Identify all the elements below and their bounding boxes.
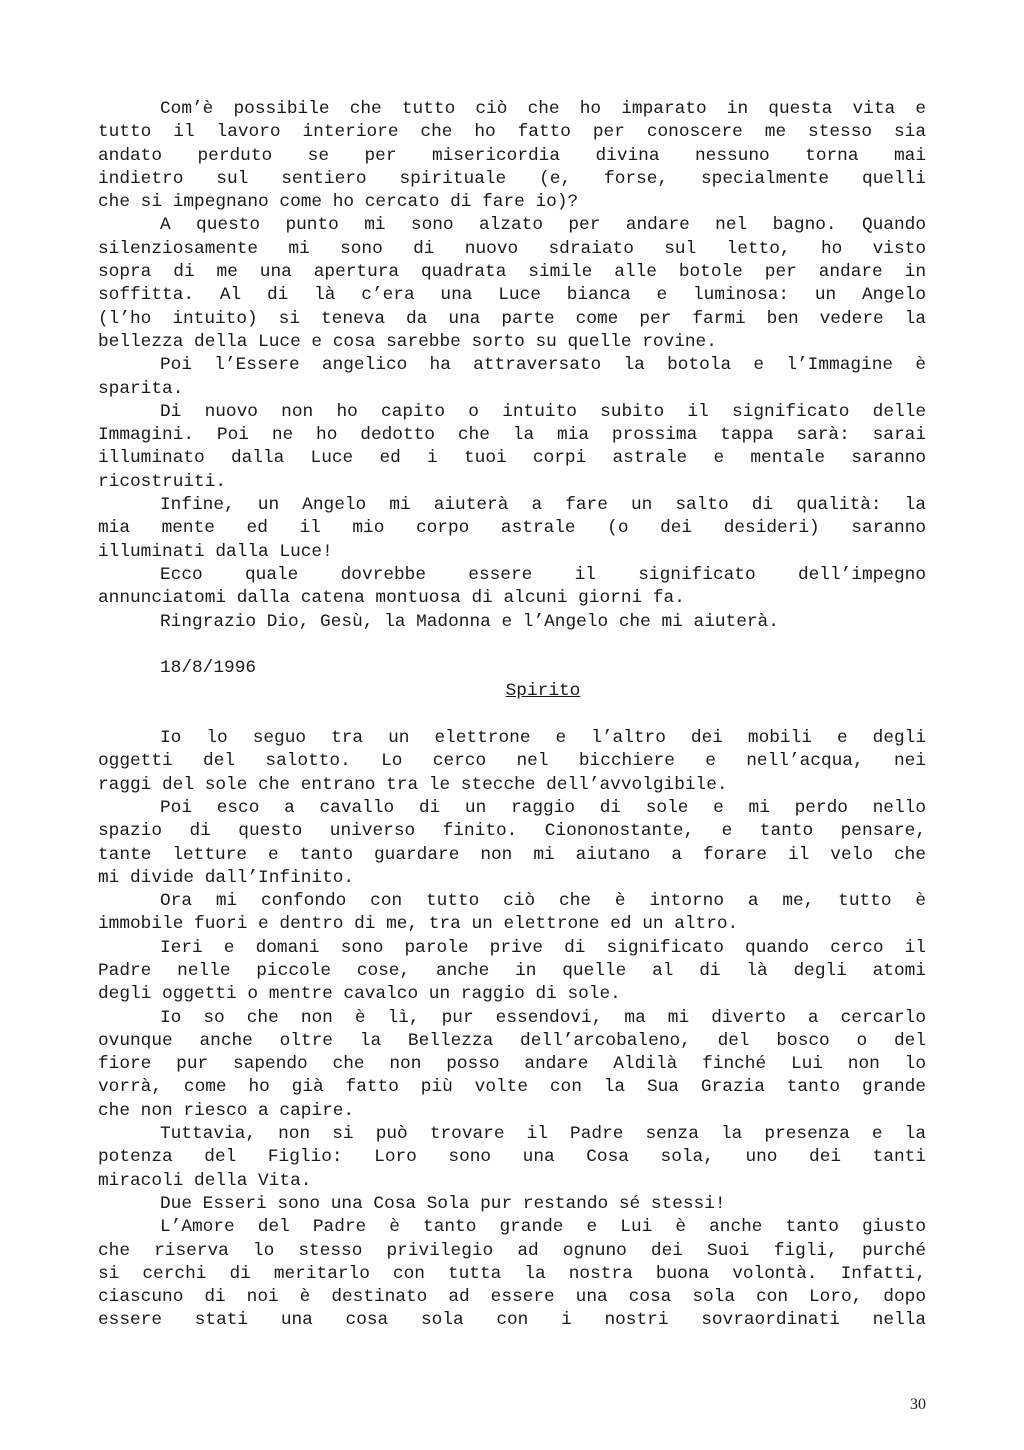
text-line: A questo punto mi sono alzato per andare nel bagno. Quando [160, 215, 926, 236]
text-line: immobile fuori e dentro di me, tra un elettrone ed un altro. [98, 914, 739, 935]
text-line: Padre nelle piccole cose, anche in quelle al di là degli atomi [98, 960, 926, 981]
text-line: che si impegnano come ho cercato di fare io)? [98, 192, 579, 213]
text-line: L’Amore del Padre è tanto grande e Lui è anche tanto giusto [160, 1217, 926, 1238]
text-line: oggetti del salotto. Lo cerco nel bicchiere e nell’acqua, nei [98, 751, 926, 772]
text-line: Infine, un Angelo mi aiuterà a fare un salto di qualità: la [160, 495, 926, 516]
text-line: che non riesco a capire. [98, 1100, 355, 1121]
text-line: Poi esco a cavallo di un raggio di sole e mi perdo nello [160, 797, 926, 818]
text-line: ovunque anche oltre la Bellezza dell’arcobaleno, del bosco o del [98, 1030, 926, 1051]
text-line: mi divide dall’Infinito. [98, 867, 355, 888]
text-line: Io so che non è lì, pur essendovi, ma mi diverto a cercarlo [160, 1007, 926, 1028]
text-line: illuminato dalla Luce ed i tuoi corpi astrale e mentale saranno [98, 448, 926, 469]
text-line: raggi del sole che entrano tra le stecche dell’avvolgibile. [98, 774, 728, 795]
text-line: sparita. [98, 378, 184, 399]
document-body [98, 98, 926, 1333]
text-line: Immagini. Poi ne ho dedotto che la mia prossima tappa sarà: sarai [98, 425, 926, 446]
text-line: Poi l’Essere angelico ha attraversato la botola e l’Immagine è [160, 355, 926, 376]
text-line: (l’ho intuito) si teneva da una parte come per farmi ben vedere la [98, 308, 926, 329]
entry-date: 18/8/1996 [160, 658, 257, 679]
text-line: si cerchi di meritarlo con tutta la nostra buona volontà. Infatti, [98, 1263, 926, 1284]
text-line: soffitta. Al di là c’era una Luce bianca e luminosa: un Angelo [98, 285, 926, 306]
text-line: andato perduto se per misericordia divina nessuno torna mai [98, 145, 926, 166]
text-line: fiore pur sapendo che non posso andare Aldilà finché Lui non lo [98, 1054, 926, 1075]
section-title-text: Spirito [505, 681, 581, 702]
text-line: spazio di questo universo finito. Ciononostante, e tanto pensare, [98, 821, 926, 842]
text-line: ciascuno di noi è destinato ad essere una cosa sola con Loro, dopo [98, 1287, 926, 1308]
page-number: 30 [910, 1396, 926, 1413]
text-line: vorrà, come ho già fatto più volte con la Sua Grazia tanto grande [98, 1077, 926, 1098]
text-line: bellezza della Luce e cosa sarebbe sorto su quelle rovine. [98, 331, 717, 352]
text-line: tutto il lavoro interiore che ho fatto per conoscere me stesso sia [98, 122, 926, 143]
blank-line [98, 704, 926, 727]
text-line: Ringrazio Dio, Gesù, la Madonna e l’Angelo che mi aiuterà. [160, 611, 779, 632]
text-line: essere stati una cosa sola con i nostri sovraordinati nella [98, 1310, 926, 1331]
text-line: che riserva lo stesso privilegio ad ognuno dei Suoi figli, purché [98, 1240, 926, 1261]
text-line: Ora mi confondo con tutto ciò che è intorno a me, tutto è [160, 891, 926, 912]
blank-line [98, 634, 926, 657]
text-line: indietro sul sentiero spirituale (e, forse, specialmente quelli [98, 168, 926, 189]
text-line: ricostruiti. [98, 471, 227, 492]
text-line: Di nuovo non ho capito o intuito subito il significato delle [160, 401, 926, 422]
text-line: Ecco quale dovrebbe essere il significato dell’impegno [160, 564, 926, 585]
text-line: Due Esseri sono una Cosa Sola pur restando sé stessi! [160, 1193, 726, 1214]
text-line: sopra di me una apertura quadrata simile alle botole per andare in [98, 262, 926, 283]
text-line: Ieri e domani sono parole prive di significato quando cerco il [160, 937, 926, 958]
section-title [98, 680, 926, 703]
text-line: potenza del Figlio: Loro sono una Cosa sola, uno dei tanti [98, 1147, 926, 1168]
text-line: degli oggetti o mentre cavalco un raggio di sole. [98, 984, 621, 1005]
text-line: annunciatomi dalla catena montuosa di alcuni giorni fa. [98, 588, 685, 609]
text-line: Tuttavia, non si può trovare il Padre senza la presenza e la [160, 1124, 926, 1145]
text-line: tante letture e tanto guardare non mi aiutano a forare il velo che [98, 844, 926, 865]
text-line: miracoli della Vita. [98, 1170, 312, 1191]
text-line: Com’è possibile che tutto ciò che ho imparato in questa vita e [160, 99, 926, 119]
text-line: silenziosamente mi sono di nuovo sdraiato sul letto, ho visto [98, 238, 926, 259]
text-line: illuminati dalla Luce! [98, 541, 333, 562]
text-line: mia mente ed il mio corpo astrale (o dei desideri) saranno [98, 518, 926, 539]
text-line: Io lo seguo tra un elettrone e l’altro dei mobili e degli [160, 728, 926, 749]
